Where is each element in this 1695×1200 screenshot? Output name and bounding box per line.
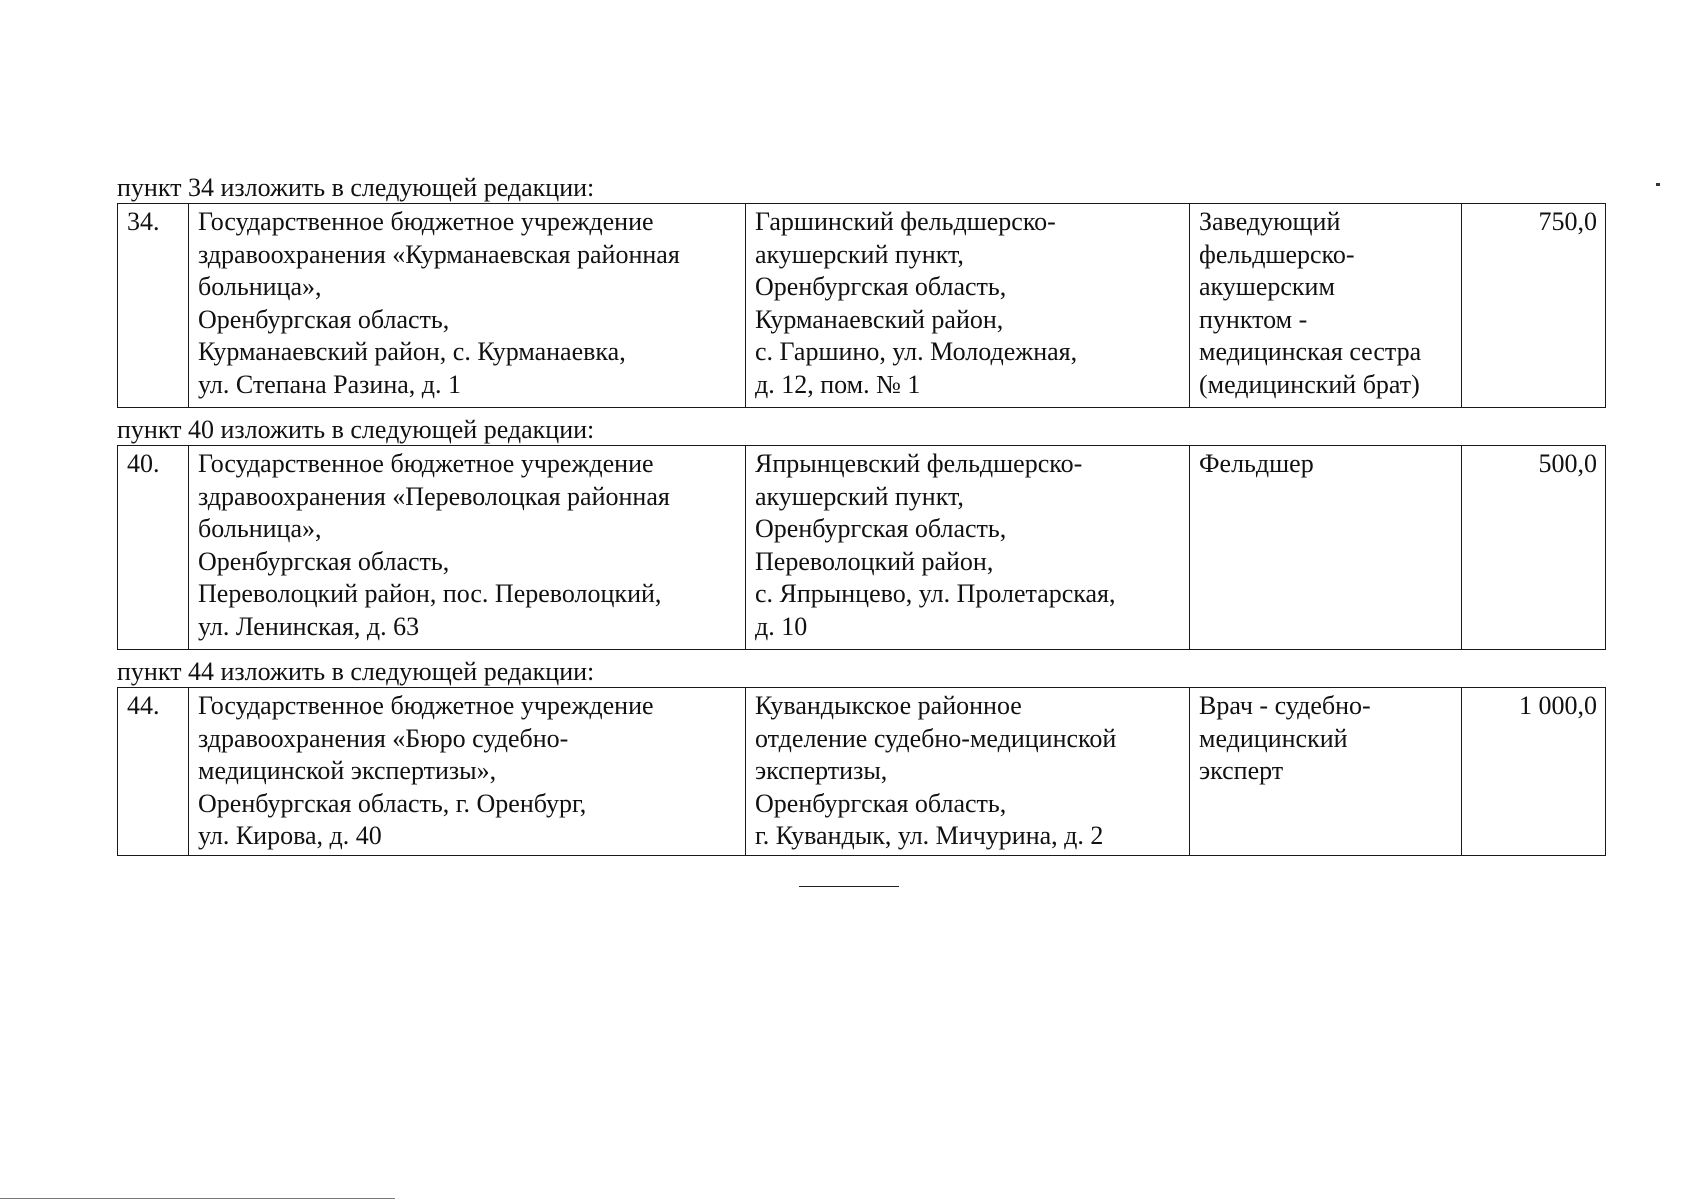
text-line: Врач - судебно- (1199, 691, 1371, 720)
text-line: Фельдшер (1199, 449, 1314, 478)
row-number: 44. (118, 688, 189, 856)
text-line: ул. Ленинская, д. 63 (198, 611, 420, 641)
institution-cell (189, 446, 746, 650)
end-separator-line (799, 886, 899, 887)
text-line: ул. Степана Разина, д. 1 (198, 369, 462, 399)
institution-cell (189, 204, 746, 408)
text-line: отделение судебно-медицинской (755, 723, 1117, 753)
footer-rule (0, 1198, 395, 1199)
entry-table (117, 445, 1606, 650)
text-line: Оренбургская область, (198, 304, 450, 334)
unit-cell (746, 688, 1190, 856)
text-line: (медицинский брат) (1199, 369, 1420, 399)
section-punkt-40 (117, 415, 1605, 650)
section-intro: пункт 44 изложить в следующей редакции: (117, 657, 595, 686)
scan-mark (1656, 183, 1660, 186)
entry-table (117, 687, 1606, 856)
text-line: с. Япрынцево, ул. Пролетарская, (755, 579, 1116, 608)
text-line: Заведующий (1199, 207, 1341, 236)
position-cell (1190, 204, 1462, 408)
institution-cell (189, 688, 746, 856)
text-line: здравоохранения «Переволоцкая районная (198, 481, 670, 511)
text-line: Оренбургская область, (755, 788, 1007, 818)
row-number: 40. (118, 446, 189, 650)
text-line: больница», (198, 272, 322, 301)
text-line: г. Кувандык, ул. Мичурина, д. 2 (755, 821, 1104, 850)
text-line: Государственное бюджетное учреждение (198, 691, 654, 720)
text-line: экспертизы, (755, 756, 888, 785)
unit-cell (746, 446, 1190, 650)
text-line: ул. Кирова, д. 40 (198, 821, 382, 850)
text-line: пунктом - (1199, 304, 1308, 334)
text-line: здравоохранения «Курманаевская районная (198, 239, 680, 269)
text-line: д. 12, пом. № 1 (755, 369, 921, 399)
text-line: Курманаевский район, (755, 304, 1004, 334)
text-line: здравоохранения «Бюро судебно- (198, 723, 569, 753)
text-line: Япрынцевский фельдшерско- (755, 449, 1083, 478)
table-row (118, 446, 1606, 650)
text-line: Оренбургская область, (755, 272, 1007, 301)
text-line: Государственное бюджетное учреждение (198, 449, 654, 478)
text-line: больница», (198, 514, 322, 543)
text-line: Оренбургская область, (198, 546, 450, 576)
amount-cell: 750,0 (1462, 204, 1606, 408)
text-line: д. 10 (755, 611, 808, 641)
text-line: Оренбургская область, (755, 514, 1007, 543)
amount-cell: 500,0 (1462, 446, 1606, 650)
text-line: Курманаевский район, с. Курманаевка, (198, 337, 626, 366)
section-intro: пункт 34 изложить в следующей редакции: (117, 173, 595, 202)
text-line: акушерский пункт, (755, 481, 964, 511)
position-cell (1190, 446, 1462, 650)
text-line: Оренбургская область, г. Оренбург, (198, 788, 587, 818)
text-line: медицинской экспертизы», (198, 756, 497, 785)
position-cell (1190, 688, 1462, 856)
entry-table (117, 203, 1606, 408)
amount-cell: 1 000,0 (1462, 688, 1606, 856)
text-line: Государственное бюджетное учреждение (198, 207, 654, 236)
text-line: акушерским (1199, 272, 1335, 301)
row-number: 34. (118, 204, 189, 408)
text-line: фельдшерско- (1199, 239, 1355, 269)
unit-cell (746, 204, 1190, 408)
text-line: Переволоцкий район, пос. Переволоцкий, (198, 579, 662, 608)
section-punkt-44 (117, 657, 1605, 856)
text-line: Переволоцкий район, (755, 546, 994, 576)
text-line: акушерский пункт, (755, 239, 964, 269)
text-line: медицинский (1199, 723, 1348, 753)
section-punkt-34 (117, 173, 1605, 408)
text-line: Гаршинский фельдшерско- (755, 207, 1056, 236)
text-line: эксперт (1199, 756, 1284, 785)
text-line: медицинская сестра (1199, 337, 1422, 366)
table-row (118, 688, 1606, 856)
text-line: с. Гаршино, ул. Молодежная, (755, 337, 1078, 366)
table-row (118, 204, 1606, 408)
section-intro: пункт 40 изложить в следующей редакции: (117, 415, 595, 444)
text-line: Кувандыкское районное (755, 691, 1022, 720)
